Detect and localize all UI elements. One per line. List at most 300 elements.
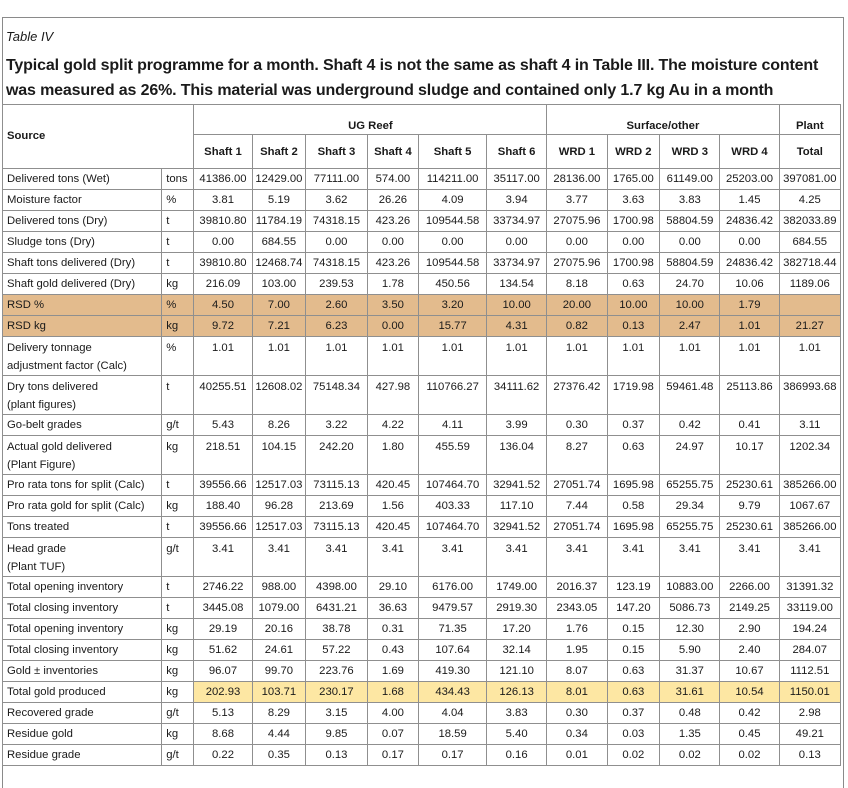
data-cell: 24.61: [252, 640, 306, 661]
data-cell: 223.76: [306, 661, 367, 682]
data-cell: 0.02: [720, 745, 779, 766]
data-cell: 104.15: [252, 436, 306, 475]
data-cell: 9479.57: [419, 598, 487, 619]
data-cell: 40255.51: [194, 376, 252, 415]
data-cell: 434.43: [419, 682, 487, 703]
data-cell: 6176.00: [419, 577, 487, 598]
table-row: [3, 169, 841, 190]
row-unit: tons: [162, 169, 194, 190]
group-header-row: [3, 105, 841, 135]
data-cell: 8.18: [547, 274, 607, 295]
group-header-ug-reef: UG Reef: [194, 105, 547, 135]
data-cell: 3.41: [194, 538, 252, 577]
table-row: [3, 436, 841, 475]
data-cell: 3.94: [486, 190, 546, 211]
row-label: [3, 190, 162, 211]
data-cell: 7.44: [547, 496, 607, 517]
row-label: [3, 295, 162, 316]
row-label-line: (plant figures): [7, 399, 77, 411]
data-cell: 109544.58: [419, 211, 487, 232]
data-cell: 403.33: [419, 496, 487, 517]
data-cell: 10883.00: [660, 577, 720, 598]
data-cell: 27051.74: [547, 475, 607, 496]
data-cell: 382033.89: [779, 211, 840, 232]
data-cell: 12517.03: [252, 517, 306, 538]
data-cell: 32.14: [486, 640, 546, 661]
data-cell: 1.01: [660, 337, 720, 376]
column-header: WRD 3: [660, 135, 720, 169]
data-cell: 1.68: [367, 682, 419, 703]
data-cell: 0.02: [660, 745, 720, 766]
data-cell: 10.00: [660, 295, 720, 316]
data-cell: 75148.34: [306, 376, 367, 415]
data-cell: 4.11: [419, 415, 487, 436]
data-cell: 33734.97: [486, 211, 546, 232]
data-cell: 107464.70: [419, 517, 487, 538]
data-cell: 61149.00: [660, 169, 720, 190]
data-cell: 3.62: [306, 190, 367, 211]
data-cell: 96.07: [194, 661, 252, 682]
data-cell: 36.63: [367, 598, 419, 619]
row-label: [3, 682, 162, 703]
data-cell: 1.69: [367, 661, 419, 682]
data-cell: 20.00: [547, 295, 607, 316]
data-cell: 0.00: [720, 232, 779, 253]
table-number: Table IV: [6, 29, 54, 44]
row-unit: kg: [162, 619, 194, 640]
data-cell: 3.41: [720, 538, 779, 577]
table-row: [3, 661, 841, 682]
row-unit: kg: [162, 496, 194, 517]
data-cell: 3.15: [306, 703, 367, 724]
row-label-line: RSD kg: [7, 320, 46, 332]
data-cell: 32941.52: [486, 517, 546, 538]
column-header: Shaft 2: [252, 135, 306, 169]
data-cell: 218.51: [194, 436, 252, 475]
data-cell: 1.45: [720, 190, 779, 211]
table-row: [3, 682, 841, 703]
table-row: [3, 376, 841, 415]
data-cell: 25230.61: [720, 517, 779, 538]
row-label: [3, 598, 162, 619]
row-label: [3, 253, 162, 274]
data-cell: 107.64: [419, 640, 487, 661]
data-cell: 684.55: [779, 232, 840, 253]
data-cell: 2.60: [306, 295, 367, 316]
data-cell: 1.56: [367, 496, 419, 517]
data-cell: 9.85: [306, 724, 367, 745]
data-cell: 31391.32: [779, 577, 840, 598]
data-cell: 9.72: [194, 316, 252, 337]
row-unit: %: [162, 295, 194, 316]
data-cell: 4.31: [486, 316, 546, 337]
data-cell: 0.31: [367, 619, 419, 640]
gold-split-table: [2, 104, 841, 766]
data-cell: 4.00: [367, 703, 419, 724]
row-unit: kg: [162, 274, 194, 295]
data-cell: 0.00: [367, 316, 419, 337]
data-cell: 420.45: [367, 475, 419, 496]
data-cell: 3.22: [306, 415, 367, 436]
data-cell: 4.50: [194, 295, 252, 316]
row-label-line: Tons treated: [7, 521, 70, 533]
row-label: [3, 745, 162, 766]
row-unit: t: [162, 376, 194, 415]
data-cell: 216.09: [194, 274, 252, 295]
data-cell: 29.10: [367, 577, 419, 598]
table-caption: Typical gold split programme for a month. Shaft 4 is not the same as shaft 4 in Table III. The moisture content was measured as 26%. This material was underground sludge and contained only 1.7 kg Au in a month: [6, 57, 819, 99]
data-cell: 1765.00: [607, 169, 660, 190]
table-row: [3, 577, 841, 598]
row-label-line: Residue grade: [7, 749, 81, 761]
data-cell: 2.98: [779, 703, 840, 724]
row-label-line: (Plant Figure): [7, 459, 76, 471]
data-cell: 57.22: [306, 640, 367, 661]
row-unit: g/t: [162, 703, 194, 724]
row-label-line: (Plant TUF): [7, 561, 66, 573]
data-cell: 0.30: [547, 703, 607, 724]
data-cell: 34111.62: [486, 376, 546, 415]
data-cell: 1.79: [720, 295, 779, 316]
data-cell: 24.97: [660, 436, 720, 475]
data-cell: 1719.98: [607, 376, 660, 415]
data-cell: 3.41: [779, 538, 840, 577]
row-label: [3, 232, 162, 253]
data-cell: 0.58: [607, 496, 660, 517]
data-cell: 0.13: [306, 745, 367, 766]
data-cell: 0.00: [486, 232, 546, 253]
data-cell: 41386.00: [194, 169, 252, 190]
data-cell: 1189.06: [779, 274, 840, 295]
data-cell: 29.19: [194, 619, 252, 640]
data-cell: 0.42: [660, 415, 720, 436]
row-unit: t: [162, 577, 194, 598]
data-cell: 7.00: [252, 295, 306, 316]
data-cell: 126.13: [486, 682, 546, 703]
data-cell: 450.56: [419, 274, 487, 295]
data-cell: 25230.61: [720, 475, 779, 496]
data-cell: 39810.80: [194, 253, 252, 274]
data-cell: 0.37: [607, 703, 660, 724]
data-cell: 15.77: [419, 316, 487, 337]
row-label: [3, 436, 162, 475]
data-cell: 3.83: [660, 190, 720, 211]
column-header: Shaft 4: [367, 135, 419, 169]
column-header: Shaft 1: [194, 135, 252, 169]
row-unit: t: [162, 211, 194, 232]
table-row: [3, 517, 841, 538]
row-label: [3, 640, 162, 661]
data-cell: 3445.08: [194, 598, 252, 619]
data-cell: 1.35: [660, 724, 720, 745]
data-cell: 230.17: [306, 682, 367, 703]
row-label-line: Pro rata tons for split (Calc): [7, 479, 145, 491]
data-cell: 65255.75: [660, 517, 720, 538]
data-cell: 0.07: [367, 724, 419, 745]
data-cell: 134.54: [486, 274, 546, 295]
row-unit: g/t: [162, 745, 194, 766]
data-cell: 188.40: [194, 496, 252, 517]
table-row: [3, 598, 841, 619]
data-cell: 123.19: [607, 577, 660, 598]
data-cell: 0.17: [367, 745, 419, 766]
data-cell: 0.37: [607, 415, 660, 436]
data-cell: 2016.37: [547, 577, 607, 598]
row-label-line: Pro rata gold for split (Calc): [7, 500, 145, 512]
table-row: [3, 253, 841, 274]
data-cell: 51.62: [194, 640, 252, 661]
data-cell: 1079.00: [252, 598, 306, 619]
data-cell: 3.41: [306, 538, 367, 577]
row-unit: kg: [162, 682, 194, 703]
row-label: [3, 316, 162, 337]
data-cell: 10.00: [607, 295, 660, 316]
data-cell: 27376.42: [547, 376, 607, 415]
data-cell: 4.25: [779, 190, 840, 211]
data-cell: 12429.00: [252, 169, 306, 190]
data-cell: 39556.66: [194, 517, 252, 538]
column-header: WRD 2: [607, 135, 660, 169]
data-cell: 420.45: [367, 517, 419, 538]
row-label: [3, 496, 162, 517]
data-cell: 0.35: [252, 745, 306, 766]
data-cell: 5086.73: [660, 598, 720, 619]
data-cell: 1.78: [367, 274, 419, 295]
data-cell: 1.01: [779, 337, 840, 376]
data-cell: 3.20: [419, 295, 487, 316]
data-cell: 385266.00: [779, 517, 840, 538]
data-cell: 10.00: [486, 295, 546, 316]
table-row: [3, 190, 841, 211]
data-cell: 39810.80: [194, 211, 252, 232]
data-cell: 0.63: [607, 661, 660, 682]
data-cell: 1749.00: [486, 577, 546, 598]
data-cell: 17.20: [486, 619, 546, 640]
data-cell: 121.10: [486, 661, 546, 682]
table-row: [3, 475, 841, 496]
row-unit: kg: [162, 640, 194, 661]
data-cell: 1.01: [306, 337, 367, 376]
data-cell: 3.41: [252, 538, 306, 577]
data-cell: 10.06: [720, 274, 779, 295]
data-cell: 31.61: [660, 682, 720, 703]
row-unit: t: [162, 475, 194, 496]
row-label-line: Total opening inventory: [7, 623, 124, 635]
data-cell: 10.54: [720, 682, 779, 703]
data-cell: 2149.25: [720, 598, 779, 619]
data-cell: 0.00: [660, 232, 720, 253]
data-cell: 0.43: [367, 640, 419, 661]
data-cell: 0.42: [720, 703, 779, 724]
data-cell: 2746.22: [194, 577, 252, 598]
data-cell: 3.81: [194, 190, 252, 211]
data-cell: 7.21: [252, 316, 306, 337]
data-cell: 242.20: [306, 436, 367, 475]
table-row: [3, 415, 841, 436]
row-label: [3, 475, 162, 496]
data-cell: 71.35: [419, 619, 487, 640]
data-cell: 1112.51: [779, 661, 840, 682]
data-cell: 21.27: [779, 316, 840, 337]
row-label-line: Total gold produced: [7, 686, 106, 698]
data-cell: [779, 295, 840, 316]
row-label: [3, 211, 162, 232]
data-cell: 74318.15: [306, 211, 367, 232]
data-cell: 427.98: [367, 376, 419, 415]
data-cell: 58804.59: [660, 253, 720, 274]
data-cell: 32941.52: [486, 475, 546, 496]
data-cell: 3.41: [367, 538, 419, 577]
data-cell: 0.63: [607, 274, 660, 295]
row-label-line: Total closing inventory: [7, 602, 119, 614]
row-unit: %: [162, 337, 194, 376]
data-cell: 1700.98: [607, 211, 660, 232]
data-cell: 49.21: [779, 724, 840, 745]
data-cell: 1.01: [419, 337, 487, 376]
data-cell: 423.26: [367, 253, 419, 274]
row-unit: %: [162, 190, 194, 211]
data-cell: 0.00: [367, 232, 419, 253]
data-cell: 0.15: [607, 619, 660, 640]
data-cell: 1.80: [367, 436, 419, 475]
data-cell: 0.02: [607, 745, 660, 766]
data-cell: 8.27: [547, 436, 607, 475]
data-cell: 1067.67: [779, 496, 840, 517]
data-cell: 0.63: [607, 436, 660, 475]
data-cell: 109544.58: [419, 253, 487, 274]
data-cell: 107464.70: [419, 475, 487, 496]
data-cell: 455.59: [419, 436, 487, 475]
data-cell: 12.30: [660, 619, 720, 640]
row-label: [3, 577, 162, 598]
table-row: [3, 211, 841, 232]
data-cell: 2343.05: [547, 598, 607, 619]
table-row: [3, 619, 841, 640]
data-cell: 27075.96: [547, 211, 607, 232]
data-cell: 0.00: [306, 232, 367, 253]
data-cell: 1.01: [194, 337, 252, 376]
row-label: [3, 538, 162, 577]
table-row: [3, 337, 841, 376]
data-cell: 0.00: [547, 232, 607, 253]
data-cell: 202.93: [194, 682, 252, 703]
data-cell: 1202.34: [779, 436, 840, 475]
row-unit: kg: [162, 661, 194, 682]
data-cell: 77111.00: [306, 169, 367, 190]
data-cell: 12468.74: [252, 253, 306, 274]
row-label: [3, 703, 162, 724]
data-cell: 1.01: [720, 316, 779, 337]
row-label-line: Delivery tonnage: [7, 342, 92, 354]
data-cell: 73115.13: [306, 475, 367, 496]
data-cell: 24.70: [660, 274, 720, 295]
data-cell: 684.55: [252, 232, 306, 253]
data-cell: 3.41: [419, 538, 487, 577]
data-cell: 5.40: [486, 724, 546, 745]
row-label: [3, 337, 162, 376]
row-label: [3, 415, 162, 436]
row-label-line: Recovered grade: [7, 707, 94, 719]
row-label-line: Total closing inventory: [7, 644, 119, 656]
row-label-line: Residue gold: [7, 728, 73, 740]
data-cell: 1695.98: [607, 517, 660, 538]
data-cell: 29.34: [660, 496, 720, 517]
data-cell: 1.01: [367, 337, 419, 376]
table-row: [3, 274, 841, 295]
data-cell: 397081.00: [779, 169, 840, 190]
row-label: [3, 619, 162, 640]
data-cell: 4.04: [419, 703, 487, 724]
data-cell: 31.37: [660, 661, 720, 682]
row-label-line: Shaft gold delivered (Dry): [7, 278, 136, 290]
data-cell: 25203.00: [720, 169, 779, 190]
data-cell: 12608.02: [252, 376, 306, 415]
row-label-line: Delivered tons (Wet): [7, 173, 110, 185]
table-row: [3, 745, 841, 766]
data-cell: 35117.00: [486, 169, 546, 190]
data-cell: 194.24: [779, 619, 840, 640]
data-cell: 1.01: [486, 337, 546, 376]
data-cell: 1150.01: [779, 682, 840, 703]
row-label-line: Total opening inventory: [7, 581, 124, 593]
table-row: [3, 295, 841, 316]
data-cell: 0.34: [547, 724, 607, 745]
data-cell: 8.29: [252, 703, 306, 724]
data-cell: 4.22: [367, 415, 419, 436]
data-cell: 284.07: [779, 640, 840, 661]
data-cell: 103.00: [252, 274, 306, 295]
table-row: [3, 232, 841, 253]
column-header: Shaft 3: [306, 135, 367, 169]
data-cell: 26.26: [367, 190, 419, 211]
row-label-line: Gold ± inventories: [7, 665, 98, 677]
data-cell: 33119.00: [779, 598, 840, 619]
data-cell: 0.00: [419, 232, 487, 253]
data-cell: 3.50: [367, 295, 419, 316]
data-cell: 419.30: [419, 661, 487, 682]
data-cell: 27051.74: [547, 517, 607, 538]
data-cell: 3.41: [607, 538, 660, 577]
row-label: [3, 274, 162, 295]
data-cell: 0.01: [547, 745, 607, 766]
table-body: [3, 169, 841, 766]
data-cell: 5.13: [194, 703, 252, 724]
data-cell: 99.70: [252, 661, 306, 682]
data-cell: 38.78: [306, 619, 367, 640]
row-label-line: Shaft tons delivered (Dry): [7, 257, 136, 269]
row-label-line: Head grade: [7, 543, 67, 555]
data-cell: 11784.19: [252, 211, 306, 232]
row-label-line: Sludge tons (Dry): [7, 236, 95, 248]
data-cell: 6.23: [306, 316, 367, 337]
data-cell: 58804.59: [660, 211, 720, 232]
data-cell: 0.63: [607, 682, 660, 703]
data-cell: 385266.00: [779, 475, 840, 496]
data-cell: 39556.66: [194, 475, 252, 496]
table-row: [3, 538, 841, 577]
source-header: Source: [3, 105, 194, 169]
data-cell: 0.13: [607, 316, 660, 337]
column-header: WRD 1: [547, 135, 607, 169]
data-cell: 239.53: [306, 274, 367, 295]
row-label-line: RSD %: [7, 299, 45, 311]
data-cell: 0.22: [194, 745, 252, 766]
data-cell: 1700.98: [607, 253, 660, 274]
data-cell: 0.41: [720, 415, 779, 436]
row-label-line: Moisture factor: [7, 194, 82, 206]
data-cell: 4398.00: [306, 577, 367, 598]
data-cell: 0.15: [607, 640, 660, 661]
